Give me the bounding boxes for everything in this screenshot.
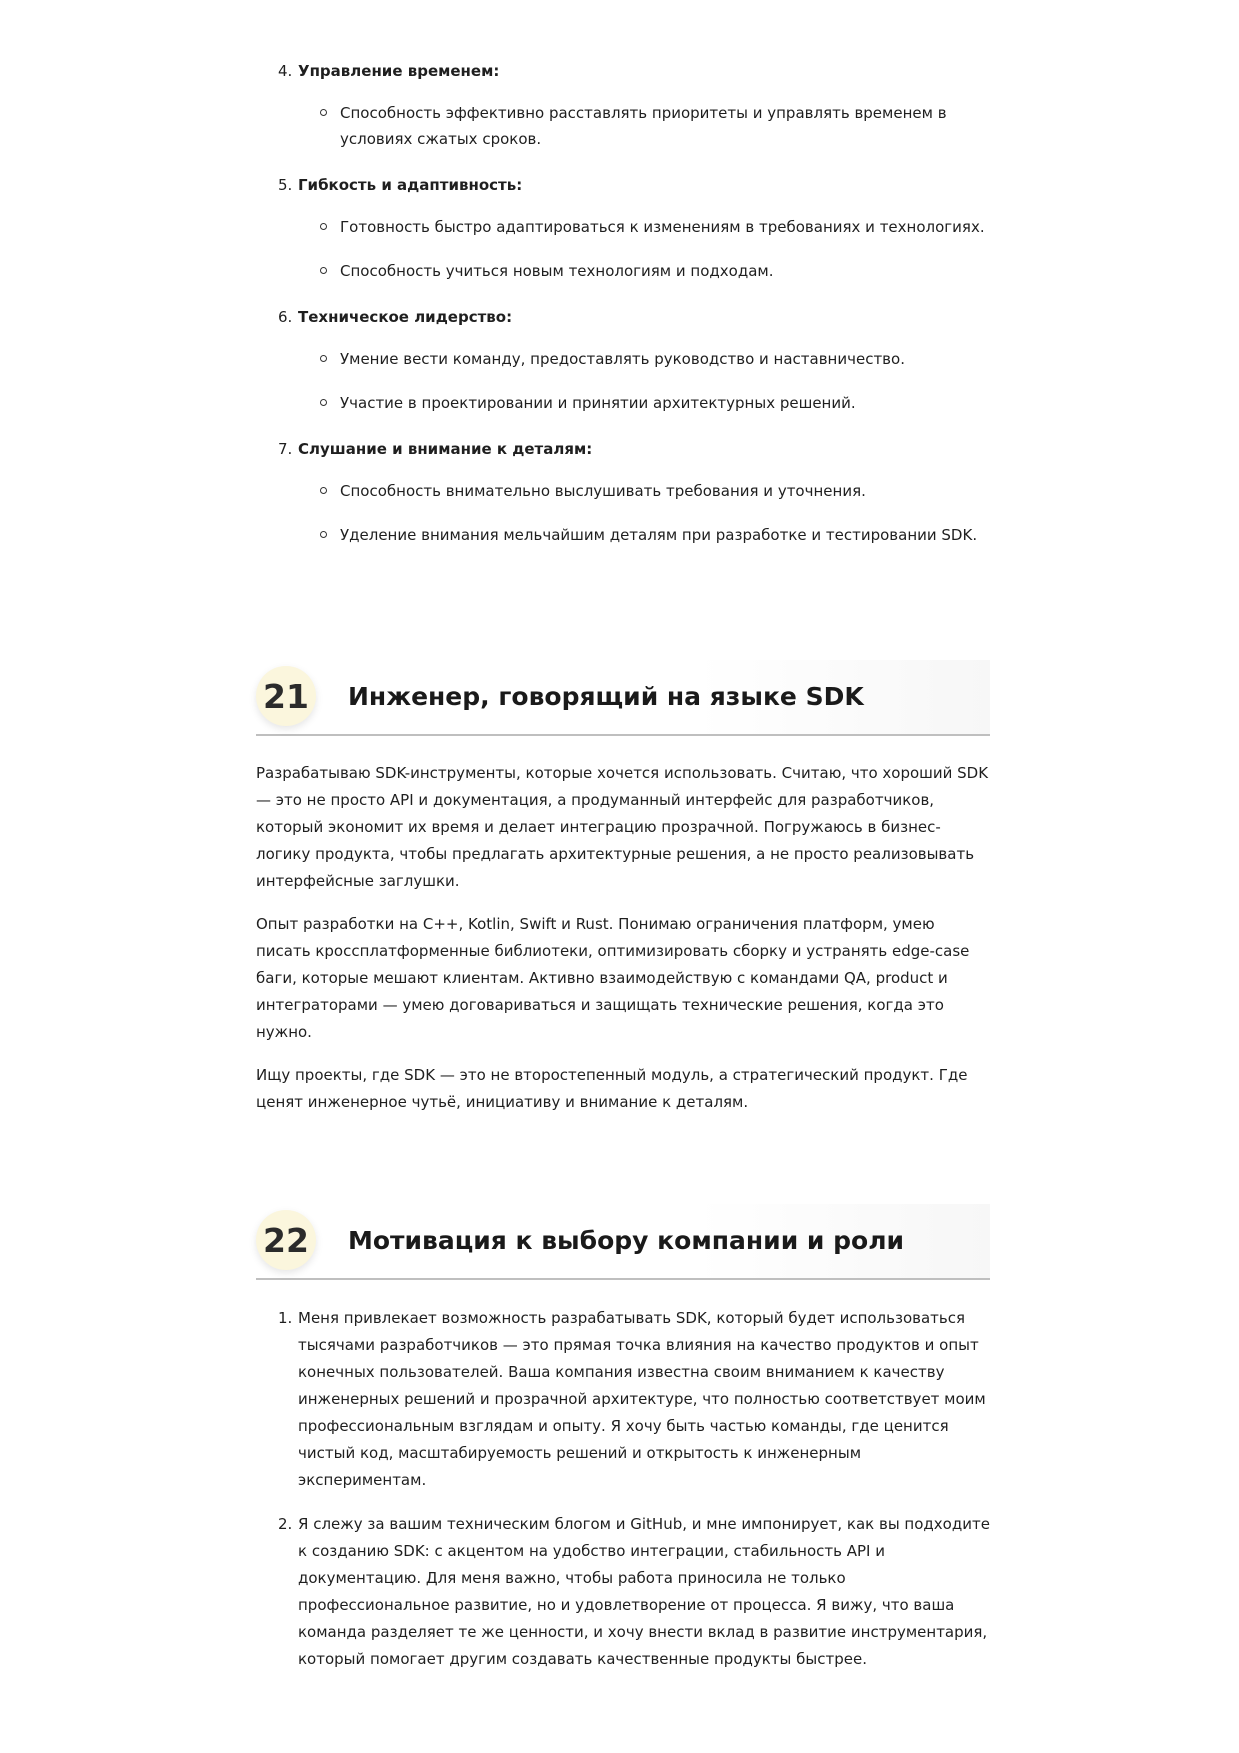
skill-item [256, 172, 990, 284]
motivation-number: 1. [278, 1309, 293, 1327]
skill-title: Слушание и внимание к деталям: [298, 440, 593, 458]
skill-title: Техническое лидерство: [298, 308, 513, 326]
section-number-badge: 21 [256, 666, 316, 726]
motivation-number: 2. [278, 1515, 293, 1533]
skill-subitem: Участие в проектировании и принятии архитектурных решений. [298, 390, 990, 416]
motivation-text: Я слежу за вашим техническим блогом и GitHub, и мне импонирует, как вы подходите к созданию SDK: с акцентом на удобство интеграции, стабильность API и документацию. Для меня важно, чтобы работа приносила не только профессиональное развитие, но и удовлетворение от процесса. Я вижу, что ваша команда разделяет те же ценности, и хочу внести вклад в развитие инструментария, который помогает другим создавать качественные продукты быстрее. [298, 1515, 990, 1668]
paragraph: Разрабатываю SDK-инструменты, которые хочется использовать. Считаю, что хороший SDK — это не просто API и документация, а продуманный интерфейс для разработчиков, который экономит их время и делает интеграцию прозрачной. Погружаюсь в бизнес-логику продукта, чтобы предлагать архитектурные решения, а не просто реализовывать интерфейсные заглушки. [256, 764, 989, 890]
section-21-header [256, 660, 990, 736]
paragraph: Ищу проекты, где SDK — это не второстепенный модуль, а стратегический продукт. Где ценят инженерное чутьё, инициативу и внимание к деталям. [256, 1066, 968, 1111]
skill-sublist [298, 478, 990, 548]
skill-sublist [298, 214, 990, 284]
motivation-item [256, 1305, 990, 1494]
section-22-body [256, 1305, 990, 1673]
skill-subitem: Способность внимательно выслушивать требования и уточнения. [298, 478, 990, 504]
section-title: Мотивация к выбору компании и роли [348, 1226, 905, 1255]
skills-list-block [256, 58, 990, 548]
skill-number: 6. [278, 308, 293, 326]
skill-subitem: Способность учиться новым технологиям и подходам. [298, 258, 990, 284]
skill-number: 4. [278, 62, 293, 80]
section-number-badge: 22 [256, 1210, 316, 1270]
skill-sublist [298, 100, 990, 152]
skill-title: Управление временем: [298, 62, 500, 80]
skill-title: Гибкость и адаптивность: [298, 176, 523, 194]
motivation-list [256, 1305, 990, 1673]
paragraph: Опыт разработки на C++, Kotlin, Swift и Rust. Понимаю ограничения платформ, умею писать кроссплатформенные библиотеки, оптимизировать сборку и устранять edge-case баги, которые мешают клиентам. Активно взаимодействую с командами QA, product и интеграторами — умею договариваться и защищать технические решения, когда это нужно. [256, 915, 970, 1041]
skills-list [256, 58, 990, 548]
skill-item [256, 58, 990, 152]
skill-item [256, 436, 990, 548]
skill-subitem: Умение вести команду, предоставлять руководство и наставничество. [298, 346, 990, 372]
skill-number: 5. [278, 176, 293, 194]
skill-sublist [298, 346, 990, 416]
skill-subitem: Способность эффективно расставлять приоритеты и управлять временем в условиях сжатых сроков. [298, 100, 990, 152]
section-22-header [256, 1204, 990, 1280]
section-title: Инженер, говорящий на языке SDK [348, 682, 864, 711]
skill-subitem: Готовность быстро адаптироваться к изменениям в требованиях и технологиях. [298, 214, 990, 240]
skill-number: 7. [278, 440, 293, 458]
skill-subitem: Уделение внимания мельчайшим деталям при разработке и тестировании SDK. [298, 522, 990, 548]
section-21-body [256, 760, 990, 1116]
motivation-text: Меня привлекает возможность разрабатывать SDK, который будет использоваться тысячами разработчиков — это прямая точка влияния на качество продуктов и опыт конечных пользователей. Ваша компания известна своим вниманием к качеству инженерных решений и прозрачной архитектуре, что полностью соответствует моим профессиональным взглядам и опыту. Я хочу быть частью команды, где ценится чистый код, масштабируемость решений и открытость к инженерным экспериментам. [298, 1309, 986, 1489]
motivation-item [256, 1511, 990, 1673]
skill-item [256, 304, 990, 416]
